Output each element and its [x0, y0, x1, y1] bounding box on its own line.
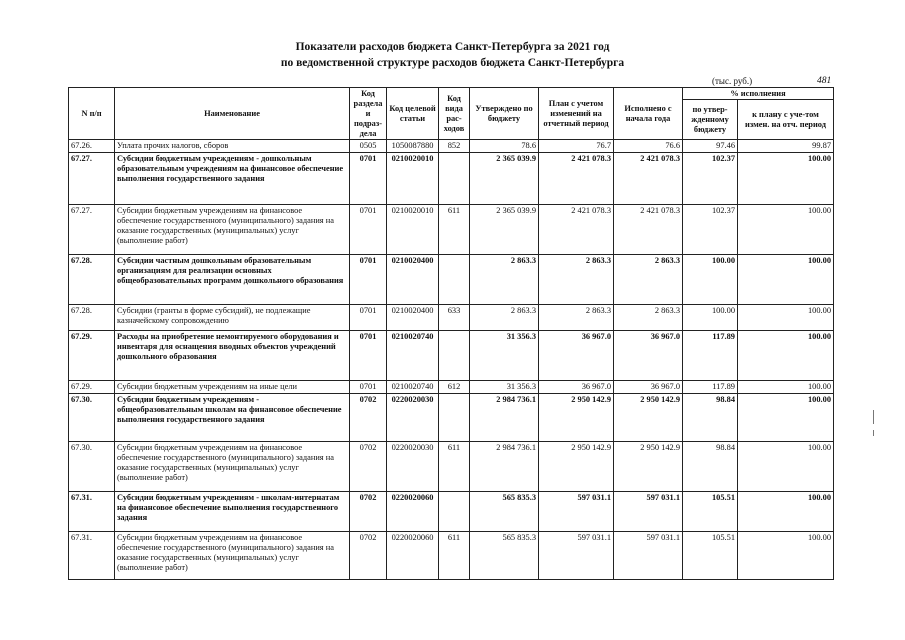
row-number: 67.28.	[69, 255, 115, 305]
row-target-code: 0210020400	[387, 255, 439, 305]
row-target-code: 0210020010	[387, 153, 439, 205]
row-pct-plan: 100.00	[738, 532, 834, 580]
row-plan: 36 967.0	[539, 381, 614, 394]
row-executed: 2 950 142.9	[614, 442, 683, 492]
row-section-code: 0702	[350, 532, 387, 580]
row-plan: 36 967.0	[539, 331, 614, 381]
col-header-target-code: Код целевой статьи	[387, 88, 439, 140]
row-name: Субсидии частным дошкольным образовательным организациям для реализации основных общеобразовательных программ дошкольного образования	[115, 255, 350, 305]
row-expense-type	[439, 394, 470, 442]
row-approved: 565 835.3	[470, 532, 539, 580]
col-header-pct-approved: по утвер-жденному бюджету	[683, 100, 738, 140]
row-pct-approved: 105.51	[683, 492, 738, 532]
row-pct-approved: 102.37	[683, 153, 738, 205]
report-title-line2: по ведомственной структуре расходов бюджета Санкт-Петербурга	[280, 57, 625, 69]
row-pct-approved: 98.84	[683, 394, 738, 442]
row-pct-plan: 100.00	[738, 255, 834, 305]
row-number: 67.27.	[69, 153, 115, 205]
row-number: 67.28.	[69, 305, 115, 331]
col-header-name: Наименование	[115, 88, 350, 140]
row-executed: 2 863.3	[614, 255, 683, 305]
row-pct-plan: 100.00	[738, 442, 834, 492]
row-name: Расходы на приобретение немонтируемого оборудования и инвентаря для оснащения вводных объектов учреждений дошкольного образования	[115, 331, 350, 381]
budget-table	[68, 87, 834, 580]
row-number: 67.30.	[69, 394, 115, 442]
row-section-code: 0701	[350, 205, 387, 255]
row-name: Субсидии бюджетным учреждениям на иные цели	[115, 381, 350, 394]
row-approved: 78.6	[470, 140, 539, 153]
row-expense-type: 611	[439, 205, 470, 255]
row-name: Субсидии бюджетным учреждениям на финансовое обеспечение государственного (муниципального) задания на оказание государственных (муниципальных) услуг (выполнение работ)	[115, 442, 350, 492]
row-pct-plan: 100.00	[738, 394, 834, 442]
margin-mark	[873, 410, 874, 424]
table-row	[69, 255, 834, 305]
col-header-approved: Утверждено по бюджету	[470, 88, 539, 140]
row-expense-type: 633	[439, 305, 470, 331]
row-section-code: 0701	[350, 305, 387, 331]
row-executed: 36 967.0	[614, 331, 683, 381]
report-title-line1: Показатели расходов бюджета Санкт-Петербурга за 2021 год	[295, 41, 610, 53]
row-section-code: 0702	[350, 442, 387, 492]
row-approved: 565 835.3	[470, 492, 539, 532]
row-pct-approved: 105.51	[683, 532, 738, 580]
row-target-code: 0210020010	[387, 205, 439, 255]
row-section-code: 0505	[350, 140, 387, 153]
row-approved: 2 365 039.9	[470, 205, 539, 255]
row-pct-approved: 117.89	[683, 381, 738, 394]
row-plan: 2 421 078.3	[539, 205, 614, 255]
row-plan: 597 031.1	[539, 532, 614, 580]
table-row	[69, 140, 834, 153]
row-plan: 2 863.3	[539, 305, 614, 331]
row-pct-plan: 99.87	[738, 140, 834, 153]
row-expense-type: 612	[439, 381, 470, 394]
row-expense-type	[439, 255, 470, 305]
row-pct-approved: 100.00	[683, 305, 738, 331]
row-section-code: 0702	[350, 394, 387, 442]
row-number: 67.27.	[69, 205, 115, 255]
row-number: 67.30.	[69, 442, 115, 492]
table-row	[69, 331, 834, 381]
table-row	[69, 532, 834, 580]
row-plan: 2 950 142.9	[539, 394, 614, 442]
row-section-code: 0702	[350, 492, 387, 532]
row-number: 67.26.	[69, 140, 115, 153]
col-header-expense-type: Код вида рас-ходов	[439, 88, 470, 140]
row-pct-approved: 97.46	[683, 140, 738, 153]
col-header-pct-plan: к плану с уче-том измен. на отч. период	[738, 100, 834, 140]
margin-mark	[873, 430, 874, 436]
row-executed: 36 967.0	[614, 381, 683, 394]
row-target-code: 0220020060	[387, 492, 439, 532]
row-pct-plan: 100.00	[738, 331, 834, 381]
row-plan: 597 031.1	[539, 492, 614, 532]
row-pct-approved: 117.89	[683, 331, 738, 381]
row-name: Уплата прочих налогов, сборов	[115, 140, 350, 153]
table-row	[69, 492, 834, 532]
row-name: Субсидии бюджетным учреждениям - общеобразовательным школам на финансовое обеспечение выполнения государственного задания	[115, 394, 350, 442]
units-label: (тыс. руб.)	[712, 76, 753, 86]
row-executed: 597 031.1	[614, 492, 683, 532]
row-plan: 2 950 142.9	[539, 442, 614, 492]
row-approved: 31 356.3	[470, 331, 539, 381]
col-header-pct-group: % исполнения	[683, 88, 834, 100]
table-row	[69, 205, 834, 255]
row-name: Субсидии (гранты в форме субсидий), не подлежащие казначейскому сопровождению	[115, 305, 350, 331]
row-executed: 2 863.3	[614, 305, 683, 331]
row-number: 67.31.	[69, 492, 115, 532]
row-expense-type: 852	[439, 140, 470, 153]
row-pct-plan: 100.00	[738, 381, 834, 394]
row-target-code: 0210020740	[387, 381, 439, 394]
row-pct-plan: 100.00	[738, 153, 834, 205]
row-target-code: 0220020030	[387, 442, 439, 492]
row-approved: 2 365 039.9	[470, 153, 539, 205]
row-number: 67.29.	[69, 331, 115, 381]
row-expense-type	[439, 153, 470, 205]
col-header-section-code: Код раздела и подраз-дела	[350, 88, 387, 140]
row-pct-plan: 100.00	[738, 205, 834, 255]
row-approved: 2 984 736.1	[470, 442, 539, 492]
row-name: Субсидии бюджетным учреждениям - дошкольным образовательным учреждениям на финансовое обеспечение выполнения государственного задания	[115, 153, 350, 205]
row-expense-type: 611	[439, 532, 470, 580]
row-plan: 2 421 078.3	[539, 153, 614, 205]
row-pct-approved: 100.00	[683, 255, 738, 305]
row-plan: 76.7	[539, 140, 614, 153]
row-target-code: 0210020400	[387, 305, 439, 331]
row-target-code: 1050087880	[387, 140, 439, 153]
row-approved: 31 356.3	[470, 381, 539, 394]
row-section-code: 0701	[350, 331, 387, 381]
row-pct-plan: 100.00	[738, 492, 834, 532]
row-approved: 2 984 736.1	[470, 394, 539, 442]
table-row	[69, 153, 834, 205]
col-header-plan: План с учетом изменений на отчетный период	[539, 88, 614, 140]
row-pct-approved: 102.37	[683, 205, 738, 255]
row-approved: 2 863.3	[470, 305, 539, 331]
row-executed: 2 421 078.3	[614, 153, 683, 205]
row-target-code: 0210020740	[387, 331, 439, 381]
row-plan: 2 863.3	[539, 255, 614, 305]
table-row	[69, 381, 834, 394]
page-number: 481	[817, 76, 832, 86]
row-target-code: 0220020030	[387, 394, 439, 442]
row-executed: 76.6	[614, 140, 683, 153]
table-row	[69, 394, 834, 442]
col-header-number: N п/п	[69, 88, 115, 140]
row-section-code: 0701	[350, 153, 387, 205]
row-executed: 597 031.1	[614, 532, 683, 580]
row-expense-type: 611	[439, 442, 470, 492]
row-expense-type	[439, 492, 470, 532]
col-header-executed: Исполнено с начала года	[614, 88, 683, 140]
row-name: Субсидии бюджетным учреждениям на финансовое обеспечение государственного (муниципального) задания на оказание государственных (муниципальных) услуг (выполнение работ)	[115, 205, 350, 255]
row-pct-plan: 100.00	[738, 305, 834, 331]
row-section-code: 0701	[350, 255, 387, 305]
row-number: 67.31.	[69, 532, 115, 580]
row-expense-type	[439, 331, 470, 381]
row-section-code: 0701	[350, 381, 387, 394]
row-name: Субсидии бюджетным учреждениям - школам-интернатам на финансовое обеспечение выполнения государственного задания	[115, 492, 350, 532]
row-executed: 2 421 078.3	[614, 205, 683, 255]
row-pct-approved: 98.84	[683, 442, 738, 492]
table-row	[69, 305, 834, 331]
table-row	[69, 442, 834, 492]
row-name: Субсидии бюджетным учреждениям на финансовое обеспечение государственного (муниципального) задания на оказание государственных (муниципальных) услуг (выполнение работ)	[115, 532, 350, 580]
row-target-code: 0220020060	[387, 532, 439, 580]
row-executed: 2 950 142.9	[614, 394, 683, 442]
row-approved: 2 863.3	[470, 255, 539, 305]
row-number: 67.29.	[69, 381, 115, 394]
